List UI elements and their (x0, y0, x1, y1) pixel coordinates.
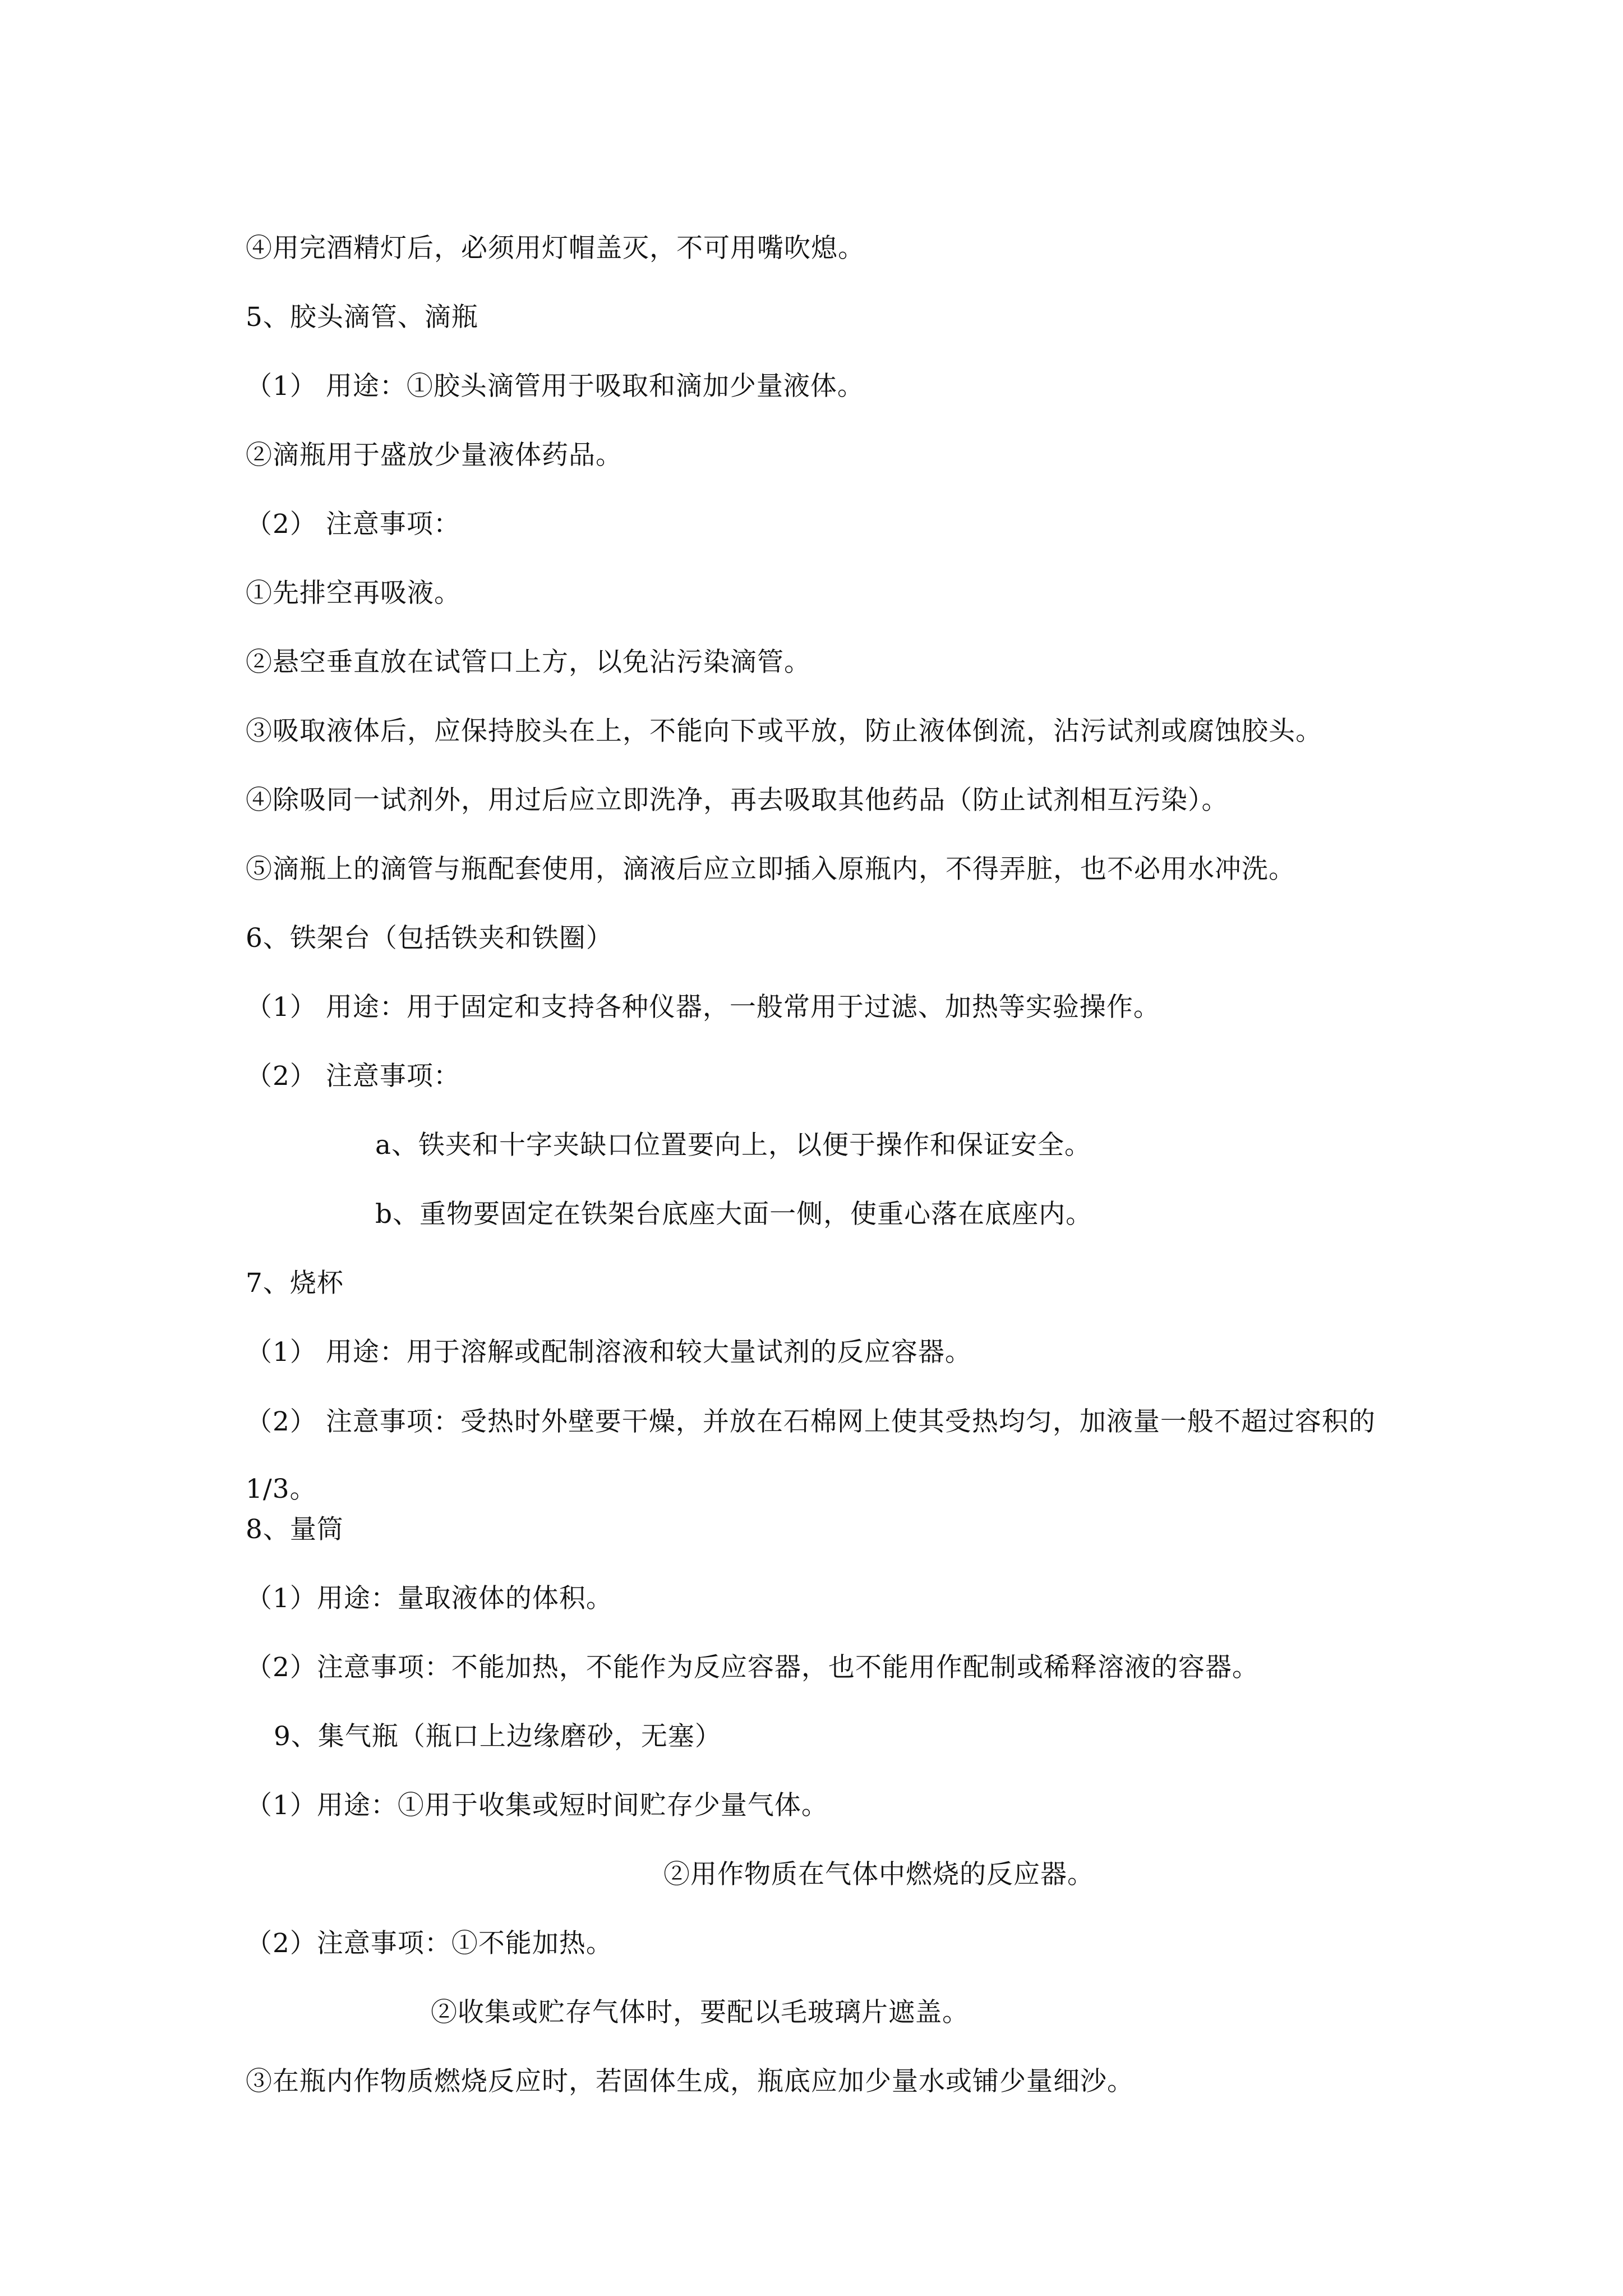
text-line: ①先排空再吸液。 (246, 578, 461, 609)
text-line: （2） 注意事项： (246, 509, 460, 540)
text-line: ④用完酒精灯后，必须用灯帽盖灭，不可用嘴吹熄。 (246, 233, 865, 264)
text-line: （1） 用途：用于溶解或配制溶液和较大量试剂的反应容器。 (246, 1337, 972, 1368)
text-line: ⑤滴瓶上的滴管与瓶配套使用，滴液后应立即插入原瓶内，不得弄脏，也不必用水冲洗。 (246, 854, 1295, 885)
text-line: ②滴瓶用于盛放少量液体药品。 (246, 440, 623, 471)
text-line: ②收集或贮存气体时，要配以毛玻璃片遮盖。 (431, 1997, 969, 2028)
text-line: ④除吸同一试剂外，用过后应立即洗净，再去吸取其他药品（防止试剂相互污染）。 (246, 785, 1229, 816)
text-line: ②悬空垂直放在试管口上方，以免沾污染滴管。 (246, 647, 811, 678)
text-line: （2）注意事项：①不能加热。 (246, 1928, 613, 1959)
text-line: （1）用途：①用于收集或短时间贮存少量气体。 (246, 1790, 828, 1821)
section-heading: 8、量筒 (246, 1514, 344, 1545)
text-line: ②用作物质在气体中燃烧的反应器。 (663, 1859, 1094, 1890)
text-line: （2）注意事项：不能加热，不能作为反应容器，也不能用作配制或稀释溶液的容器。 (246, 1652, 1259, 1683)
text-line: （1） 用途：①胶头滴管用于吸取和滴加少量液体。 (246, 371, 864, 402)
text-line: （1） 用途：用于固定和支持各种仪器，一般常用于过滤、加热等实验操作。 (246, 992, 1160, 1023)
section-heading: 9、集气瓶（瓶口上边缘磨砂，无塞） (274, 1721, 722, 1752)
text-line: （2） 注意事项： (246, 1061, 460, 1092)
section-heading: 5、胶头滴管、滴瓶 (246, 302, 478, 333)
section-heading: 7、烧杯 (246, 1268, 344, 1299)
text-line: ③在瓶内作物质燃烧反应时，若固体生成，瓶底应加少量水或铺少量细沙。 (246, 2066, 1134, 2097)
text-line: b、重物要固定在铁架台底座大面一侧，使重心落在底座内。 (375, 1199, 1093, 1230)
text-line: a、铁夹和十字夹缺口位置要向上，以便于操作和保证安全。 (375, 1130, 1092, 1161)
text-paragraph: （2） 注意事项：受热时外壁要干燥，并放在石棉网上使其受热均匀，加液量一般不超过容积的 1/3。 (246, 1406, 1376, 1504)
text-line: ③吸取液体后，应保持胶头在上，不能向下或平放，防止液体倒流，沾污试剂或腐蚀胶头。 (246, 716, 1322, 747)
section-heading: 6、铁架台（包括铁夹和铁圈） (246, 923, 613, 954)
text-line: （1）用途：量取液体的体积。 (246, 1583, 613, 1614)
